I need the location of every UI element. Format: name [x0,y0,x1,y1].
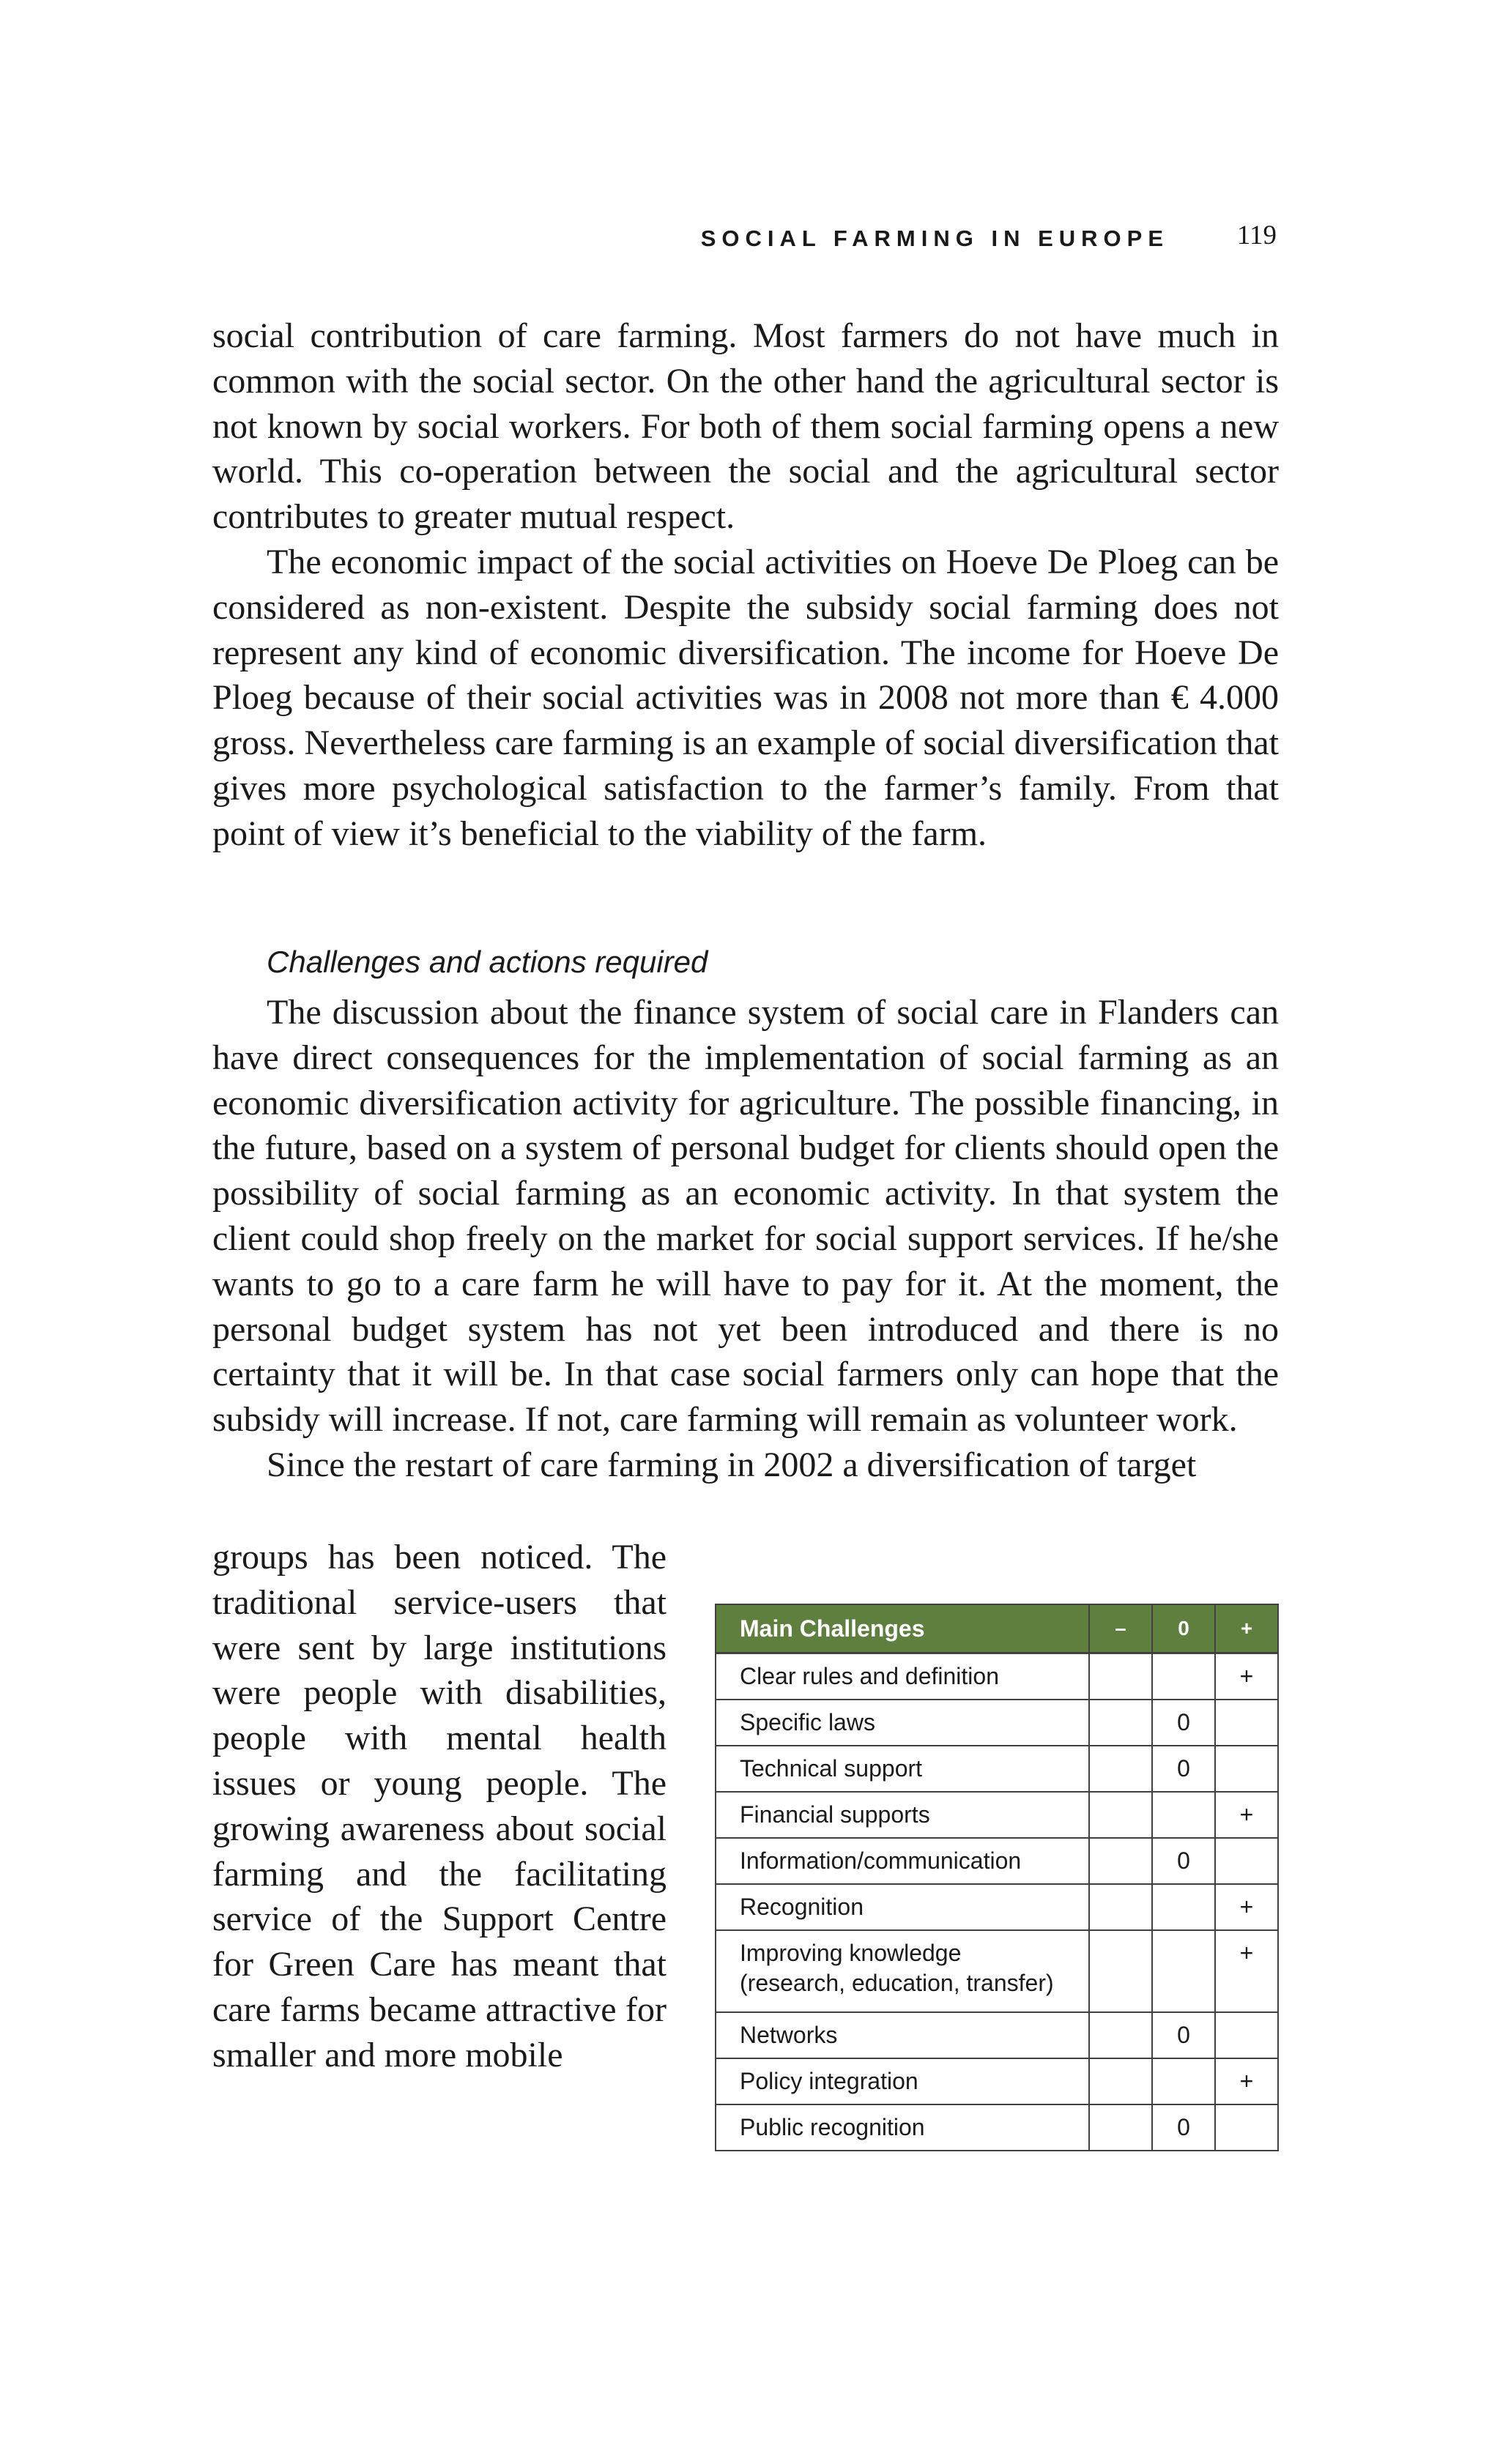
main-challenges-table [715,1604,1279,2151]
cell-plus: + [1215,1792,1278,1838]
challenge-label: Networks [716,2012,1089,2058]
cell-zero: 0 [1152,1838,1215,1884]
table-row [716,1930,1278,2012]
challenge-label: Policy integration [716,2058,1089,2104]
table-header-row [716,1604,1278,1653]
paragraph: groups has been noticed. The traditional service-users that were sent by large institutions were people with disabilities, people with mental health issues or young people. The growing awareness about social farming and the facilitating service of the Support Centre for Green Care has meant that care farms became attractive for smaller and more mobile [212,1538,667,2074]
running-title: SOCIAL FARMING IN EUROPE [700,226,1169,251]
body-text-top [212,313,1279,857]
cell-zero [1152,1884,1215,1930]
challenge-label: Information/communication [716,1838,1089,1884]
cell-minus [1089,1838,1152,1884]
challenge-label: Clear rules and definition [716,1653,1089,1700]
column-header-plus: + [1215,1604,1278,1653]
table-row [716,2058,1278,2104]
cell-minus [1089,1792,1152,1838]
cell-zero: 0 [1152,2104,1215,2151]
cell-plus [1215,2012,1278,2058]
table-row [716,1746,1278,1792]
cell-plus: + [1215,1884,1278,1930]
cell-zero: 0 [1152,1746,1215,1792]
table-row [716,1884,1278,1930]
cell-minus [1089,2104,1152,2151]
column-header-minus: – [1089,1604,1152,1653]
cell-plus [1215,1700,1278,1746]
paragraph: Since the restart of care farming in 2002 a diversification of target [267,1445,1197,1484]
table-row [716,2012,1278,2058]
column-header-zero: 0 [1152,1604,1215,1653]
page-number: 119 [1236,220,1277,250]
cell-plus: + [1215,2058,1278,2104]
column-header-challenges: Main Challenges [716,1604,1089,1653]
cell-zero [1152,1792,1215,1838]
paragraph: The economic impact of the social activities on Hoeve De Ploeg can be considered as non-existent. Despite the subsidy social farming does not represent any kind of economic diversification. The income for Hoeve De Ploeg because of their social activities was in 2008 not more than € 4.000 gross. Nevertheless care farming is an example of social diversification that gives more psychological satisfaction to the farmer’s family. From that point of view it’s beneficial to the viability of the farm. [212,542,1279,853]
challenge-label: Recognition [716,1884,1089,1930]
table-row [716,1792,1278,1838]
cell-zero [1152,2058,1215,2104]
cell-zero: 0 [1152,1700,1215,1746]
cell-plus: + [1215,1930,1278,2012]
cell-minus [1089,1653,1152,1700]
running-header [0,220,1500,264]
cell-minus [1089,1746,1152,1792]
challenge-label: Public recognition [716,2104,1089,2151]
table-row [716,1700,1278,1746]
paragraph: The discussion about the finance system of social care in Flanders can have direct consequences for the implementation of social farming as an economic diversification activity for agriculture. The possible financing, in the future, based on a system of personal budget for clients should open the possibility of social farming as an economic activity. In that system the client could shop freely on the market for social support services. If he/she wants to go to a care farm he will have to pay for it. At the moment, the personal budget system has not yet been introduced and there is no certainty that it will be. In that case social farmers only can hope that the subsidy will increase. If not, care farming will remain as volunteer work. [212,993,1279,1440]
challenge-label-line1: Improving knowledge [740,1940,962,1966]
wrapped-text [212,1535,667,2078]
cell-zero: 0 [1152,2012,1215,2058]
cell-minus [1089,1884,1152,1930]
cell-plus: + [1215,1653,1278,1700]
section-heading: Challenges and actions required [267,945,708,979]
table-row [716,1838,1278,1884]
challenge-label: Financial supports [716,1792,1089,1838]
cell-plus [1215,2104,1278,2151]
table-row [716,2104,1278,2151]
challenge-label [716,1930,1089,2012]
cell-plus [1215,1838,1278,1884]
cell-plus [1215,1746,1278,1792]
table-row [716,1653,1278,1700]
cell-zero [1152,1930,1215,2012]
body-text-section [212,990,1279,1488]
challenge-label-line2: (research, education, transfer) [740,1970,1054,1996]
cell-minus [1089,2058,1152,2104]
cell-minus [1089,2012,1152,2058]
challenge-label: Technical support [716,1746,1089,1792]
cell-minus [1089,1930,1152,2012]
cell-zero [1152,1653,1215,1700]
cell-minus [1089,1700,1152,1746]
challenge-label: Specific laws [716,1700,1089,1746]
paragraph: social contribution of care farming. Most farmers do not have much in common with the social sector. On the other hand the agricultural sector is not known by social workers. For both of them social farming opens a new world. This co-operation between the social and the agricultural sector contributes to greater mutual respect. [212,316,1279,537]
